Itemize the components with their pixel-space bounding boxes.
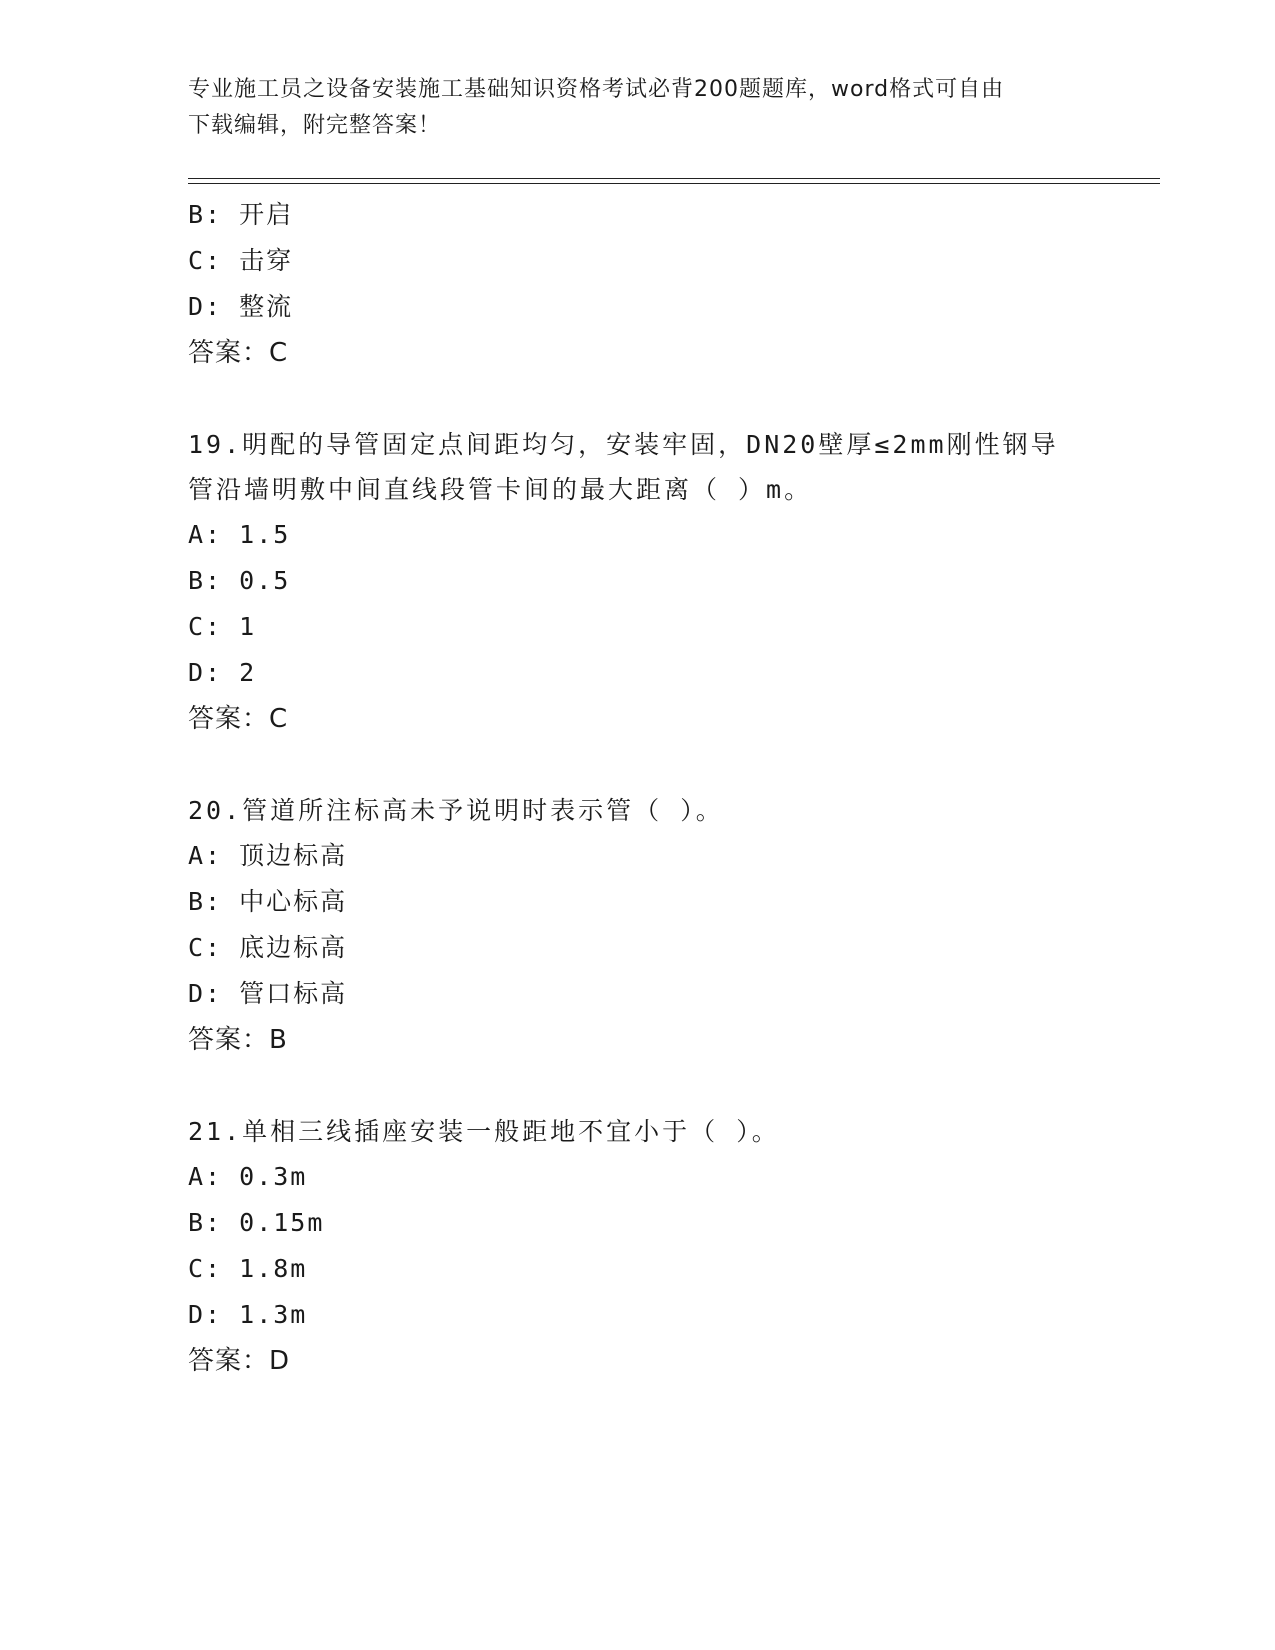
- header-divider-top: [188, 178, 1160, 179]
- option-c: C: 击穿: [188, 246, 294, 275]
- question-20: [188, 788, 1088, 1063]
- question-text-line-1: 21.单相三线插座安装一般距地不宜小于（ ）。: [188, 1117, 780, 1146]
- option-d: D: 整流: [188, 292, 294, 321]
- answer: 答案：C: [188, 704, 289, 734]
- option-d: D: 管口标高: [188, 979, 348, 1008]
- option-b: B: 开启: [188, 200, 294, 229]
- header-line-2: 下载编辑，附完整答案！: [188, 113, 442, 138]
- header-divider-bottom: [188, 183, 1160, 184]
- option-c: C: 底边标高: [188, 933, 348, 962]
- question-text-line-1: 20.管道所注标高未予说明时表示管（ ）。: [188, 796, 724, 825]
- answer: 答案：C: [188, 338, 289, 368]
- answer: 答案：D: [188, 1346, 291, 1376]
- option-a: A: 顶边标高: [188, 841, 348, 870]
- question-18-remainder: [188, 192, 1088, 376]
- option-b: B: 0.5: [188, 566, 291, 595]
- question-text-line-1: 19.明配的导管固定点间距均匀，安装牢固，DN20壁厚≤2mm刚性钢导: [188, 430, 1059, 459]
- question-list: [188, 192, 1088, 1384]
- option-b: B: 0.15m: [188, 1208, 325, 1237]
- option-c: C: 1.8m: [188, 1254, 308, 1283]
- option-d: D: 1.3m: [188, 1300, 308, 1329]
- option-c: C: 1: [188, 612, 257, 641]
- option-d: D: 2: [188, 658, 257, 687]
- header-line-1: 专业施工员之设备安装施工基础知识资格考试必背200题题库，word格式可自由: [188, 77, 1005, 102]
- answer: 答案：B: [188, 1025, 288, 1055]
- question-19: [188, 422, 1088, 742]
- document-header: [188, 72, 1088, 144]
- option-a: A: 0.3m: [188, 1162, 308, 1191]
- option-b: B: 中心标高: [188, 887, 348, 916]
- option-a: A: 1.5: [188, 520, 291, 549]
- question-21: [188, 1109, 1088, 1384]
- question-text-line-2: 管沿墙明敷中间直线段管卡间的最大距离（ ）m。: [188, 475, 813, 504]
